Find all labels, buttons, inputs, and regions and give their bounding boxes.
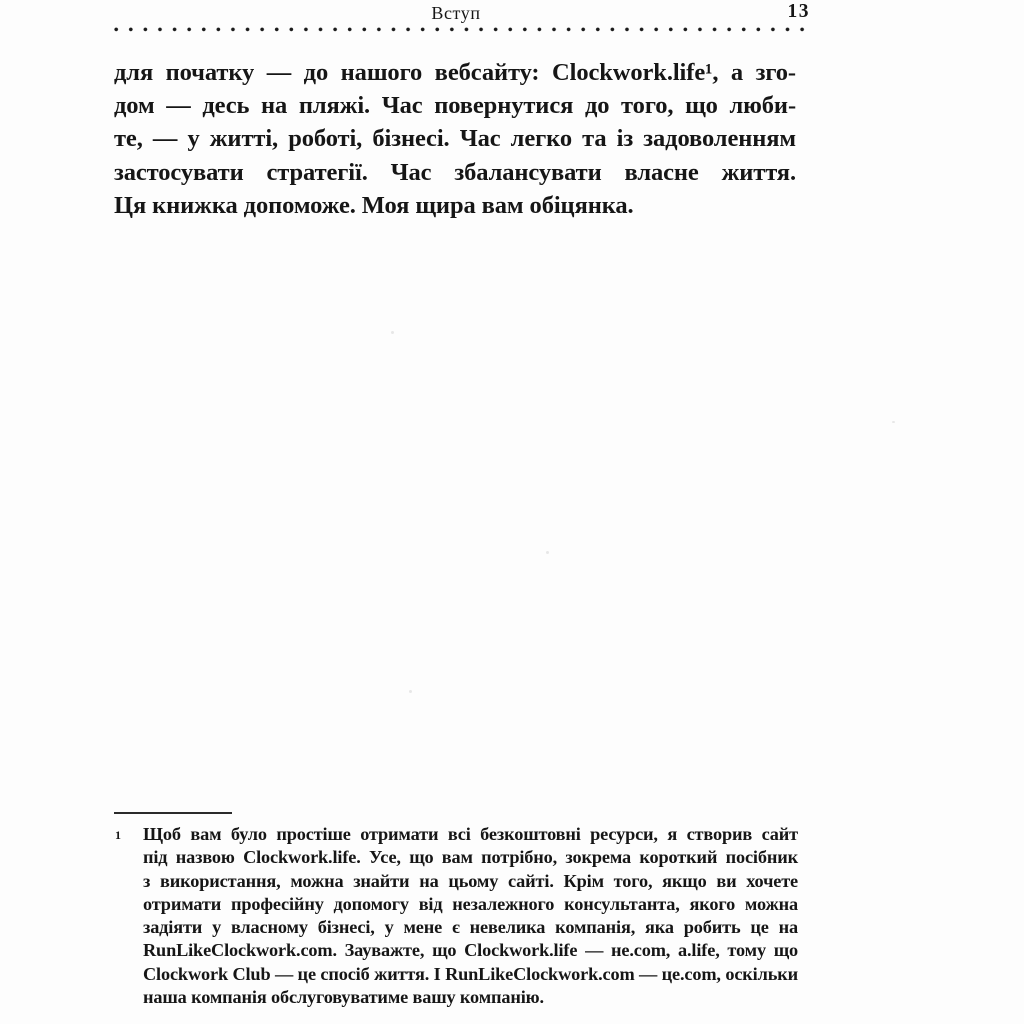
body-line: дом — десь на пляжі. Час повернутися до того, що люби- bbox=[114, 92, 796, 120]
footnote-line: наша компанія обслуговуватиме вашу компанію. bbox=[143, 987, 544, 1008]
dotted-separator bbox=[114, 27, 814, 32]
footnote-line: під назвою Clockwork.life. Усе, що вам потрібно, зокрема короткий посібник bbox=[143, 847, 798, 868]
body-line: те, — у житті, роботі, бізнесі. Час легко та із задоволенням bbox=[114, 125, 796, 153]
footnote-line: з використання, можна знайти на цьому сайті. Крім того, якщо ви хочете bbox=[143, 870, 798, 891]
footnote-rule bbox=[114, 812, 232, 814]
page-number: 13 bbox=[787, 1, 810, 22]
scan-speck bbox=[391, 331, 394, 334]
footnote-line: Clockwork Club — це спосіб життя. І RunLikeClockwork.com — це.com, оскільки bbox=[143, 963, 798, 984]
footnote-line: задіяти у власному бізнесі, у мене є невелика компанія, яка робить це на bbox=[143, 917, 798, 938]
body-line: Ця книжка допоможе. Моя щира вам обіцянка. bbox=[114, 191, 634, 219]
scan-speck bbox=[892, 421, 895, 423]
body-line: для початку — до нашого вебсайту: Clockwork.life¹, а зго- bbox=[114, 59, 796, 86]
footnote-line: отримати професійну допомогу від незалежного консультанта, якого можна bbox=[143, 893, 798, 914]
scan-speck bbox=[409, 690, 412, 693]
page-header bbox=[114, 1, 810, 29]
footnote-line: RunLikeClockwork.com. Зауважте, що Clockwork.life — не.com, а.life, тому що bbox=[143, 940, 798, 961]
footnote-text bbox=[114, 823, 798, 1009]
footnote-marker: 1 bbox=[115, 828, 121, 842]
footnote-line: Щоб вам було простіше отримати всі безкоштовні ресурси, я створив сайт bbox=[143, 824, 798, 844]
scan-speck bbox=[546, 551, 549, 554]
body-line: застосувати стратегії. Час збалансувати власне життя. bbox=[114, 158, 796, 186]
footnote-block bbox=[114, 812, 798, 1009]
chapter-title: Вступ bbox=[431, 3, 481, 23]
body-paragraph bbox=[114, 56, 796, 222]
